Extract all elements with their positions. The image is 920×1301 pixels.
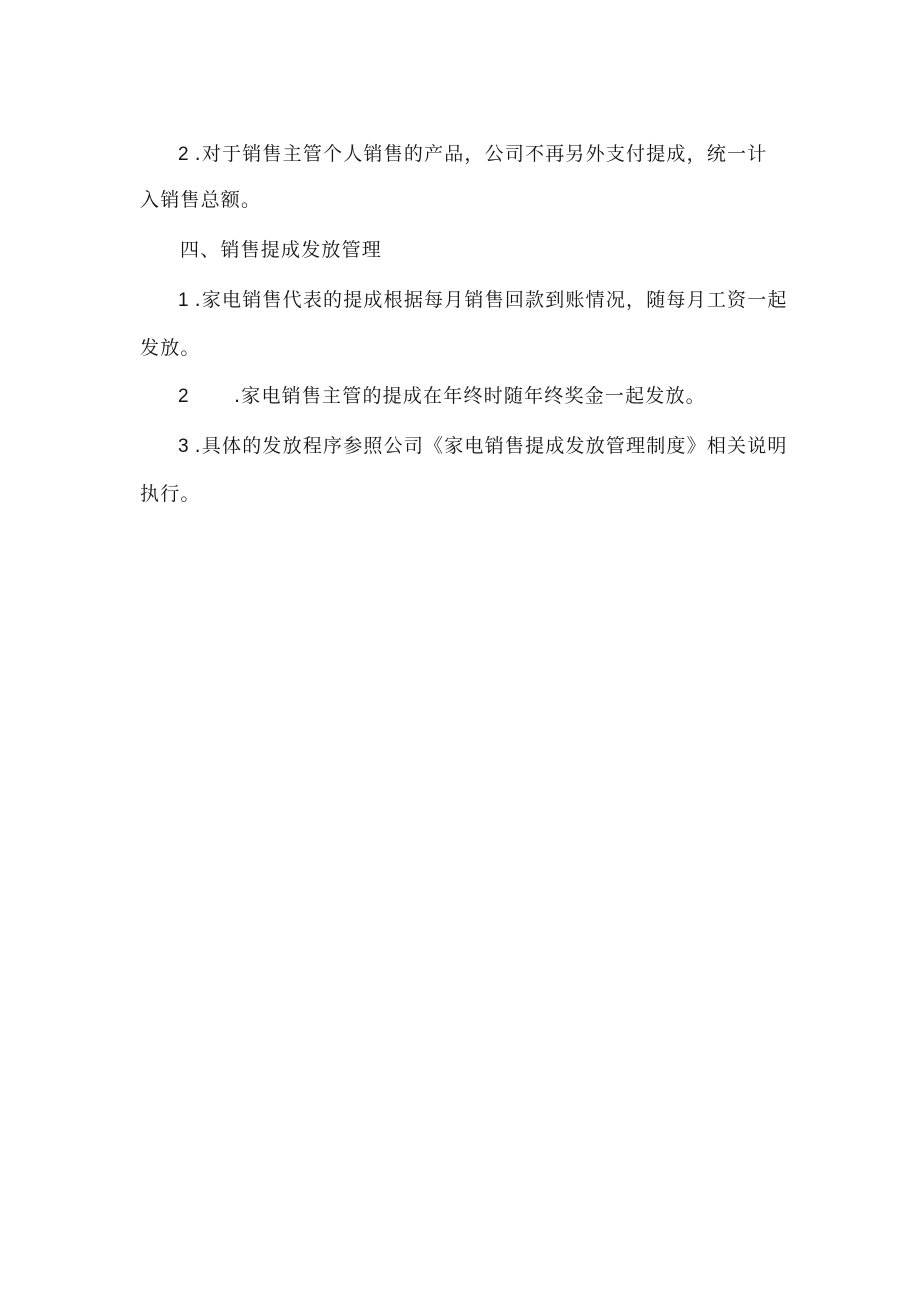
section-heading: 四、销售提成发放管理 <box>180 239 383 261</box>
item-number: 3 <box>178 436 189 457</box>
section-4-item-1-line-1 <box>178 288 788 313</box>
item-text: .对于销售主管个人销售的产品，公司不再另外支付提成，统一计 <box>194 143 768 165</box>
section-4-item-2-line-1 <box>178 384 706 409</box>
item-2-line-1 <box>178 142 767 167</box>
section-4-item-3-line-1 <box>178 434 788 459</box>
section-4-item-1-line-2: 发放。 <box>140 337 201 359</box>
item-number: 1 <box>178 290 189 311</box>
item-text: .具体的发放程序参照公司《家电销售提成发放管理制度》相关说明 <box>194 435 788 457</box>
item-number: 2 <box>178 144 189 165</box>
item-2-line-2: 入销售总额。 <box>140 189 262 211</box>
item-text: .家电销售主管的提成在年终时随年终奖金一起发放。 <box>234 385 706 407</box>
item-text: .家电销售代表的提成根据每月销售回款到账情况，随每月工资一起 <box>194 289 788 311</box>
item-number: 2 <box>178 386 189 407</box>
section-4-item-3-line-2: 执行。 <box>140 483 201 505</box>
